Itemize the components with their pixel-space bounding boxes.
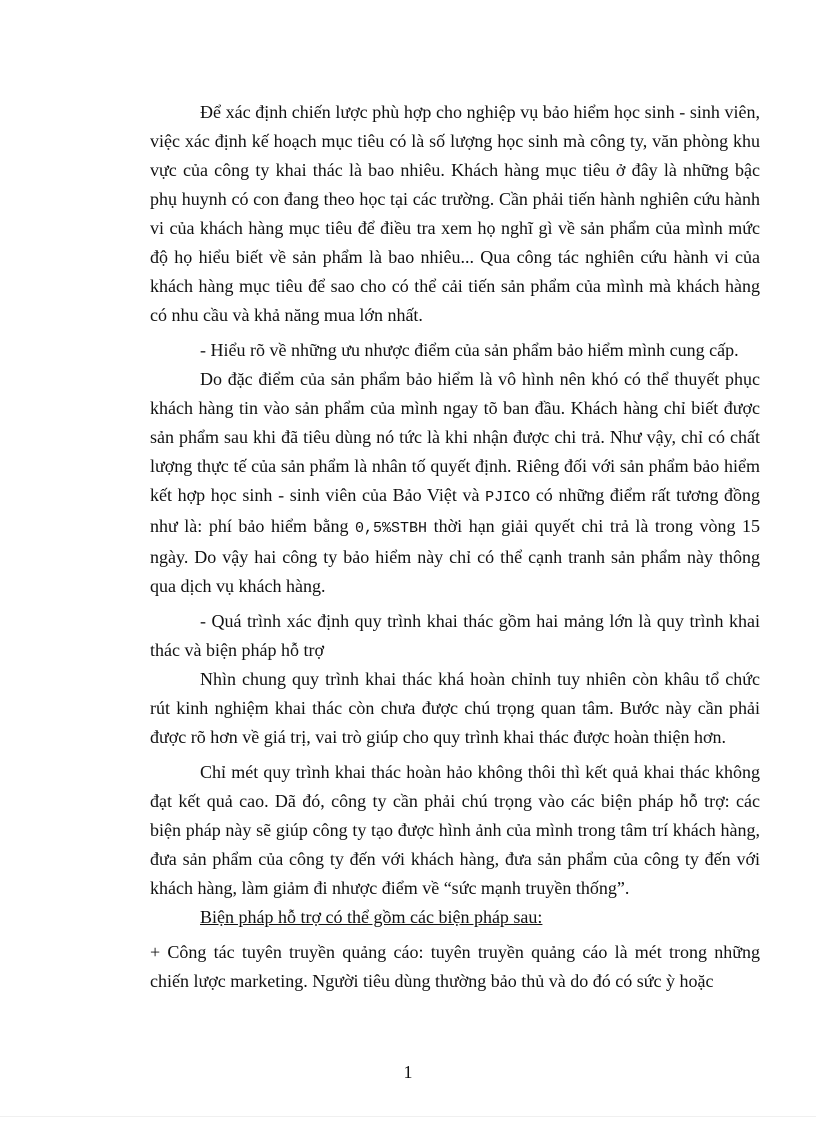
paragraph-product-features-part2: có những điểm rất tương đồng như là: phí bảo hiểm bằng [150, 485, 761, 536]
premium-rate: 0,5%STBH [355, 520, 428, 537]
paragraph-product-features-part3: thời hạn giải quyết chi trả là trong vòng 15 ngày. Do vậy hai công ty bảo hiểm này chỉ có thể cạnh tranh sản phẩm này thông qua dịch vụ khách hàng. [150, 516, 761, 596]
paragraph-pros-cons-heading: - Hiểu rõ về những ưu nhược điểm của sản phẩm bảo hiểm mình cung cấp. [200, 340, 739, 360]
page-bottom-divider [0, 1116, 816, 1117]
paragraph-strategy: Để xác định chiến lược phù hợp cho nghiệp vụ bảo hiểm học sinh - sinh viên, việc xác định kế hoạch mục tiêu có là số lượng học sinh mà công ty, văn phòng khu vực của công ty khai thác là bao nhiêu. Khách hàng mục tiêu ở đây là những bậc phụ huynh có con đang theo học tại các trường. Cần phải tiến hành nghiên cứu hành vi của khách hàng mục tiêu để điều tra xem họ nghĩ gì về sản phẩm của mình mức độ họ hiểu biết về sản phẩm là bao nhiêu... Qua công tác nghiên cứu hành vi của khách hàng mục tiêu để sao cho có thể cải tiến sản phẩm của mình mà khách hàng có nhu cầu và khả năng mua lớn nhất. [150, 102, 760, 325]
paragraph-product-features-part1: Do đặc điểm của sản phẩm bảo hiểm là vô hình nên khó có thể thuyết phục khách hàng tin vào sản phẩm của mình ngay tõ ban đầu. Khách hàng chỉ biết được sản phẩm sau khi đã tiêu dùng nó tức là khi nhận được chi trả. Như vậy, chỉ có chất lượng thực tế của sản phẩm là nhân tố quyết định. Riêng đối với sản phẩm bảo hiểm kết hợp học sinh - sinh viên của Bảo Việt và [150, 369, 760, 505]
measures-heading-text: Biện pháp hỗ trợ có thể gồm các biện pháp sau: [200, 907, 543, 927]
paragraph-product-features [150, 365, 760, 601]
paragraph-measures-heading [150, 903, 760, 932]
page-number: 1 [403, 1062, 413, 1082]
document-body [150, 98, 760, 996]
company-code: PJICO [485, 489, 531, 506]
paragraph-process-heading: - Quá trình xác định quy trình khai thác gồm hai mảng lớn là quy trình khai thác và biện pháp hỗ trợ [150, 611, 760, 660]
paragraph-advertising: + Công tác tuyên truyền quảng cáo: tuyên truyền quảng cáo là mét trong những chiến lược marketing. Người tiêu dùng thường bảo thủ và do đó có sức ỳ hoặc [150, 942, 760, 991]
paragraph-support-measures: Chỉ mét quy trình khai thác hoàn hảo không thôi thì kết quả khai thác không đạt kết quả cao. Dã đó, công ty cần phải chú trọng vào các biện pháp hỗ trợ: các biện pháp này sẽ giúp công ty tạo được hình ảnh của mình trong tâm trí khách hàng, đưa sản phẩm của công ty đến với khách hàng, đưa sản phẩm của công ty đến với khách hàng, làm giảm đi nhược điểm về “sức mạnh truyền thống”. [150, 762, 760, 898]
paragraph-process-overview: Nhìn chung quy trình khai thác khá hoàn chỉnh tuy nhiên còn khâu tổ chức rút kinh nghiệm khai thác còn chưa được chú trọng quan tâm. Bước này cần phải được rõ hơn về giá trị, vai trò giúp cho quy trình khai thác được hoàn thiện hơn. [150, 669, 760, 747]
